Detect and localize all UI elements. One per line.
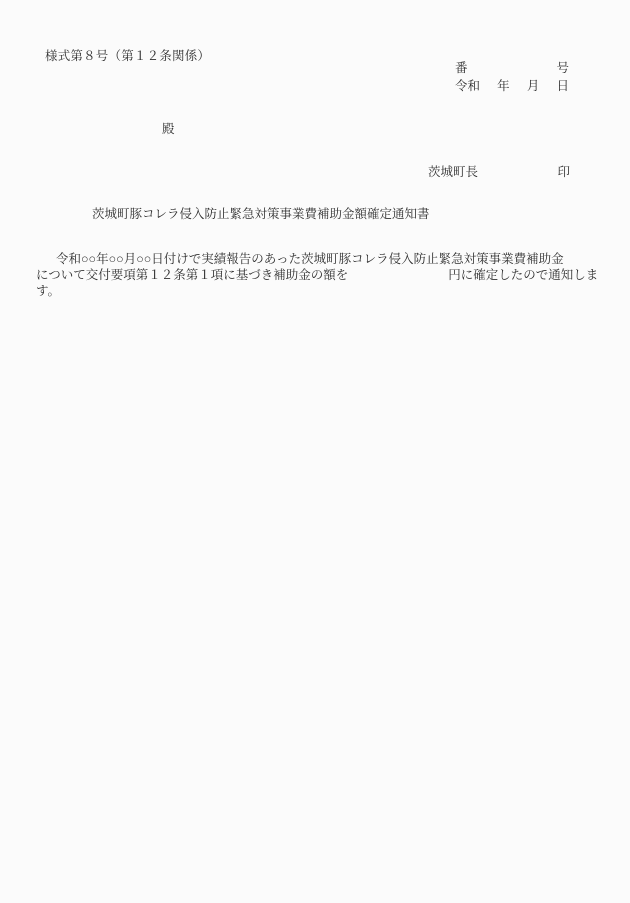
document-number-line <box>455 60 569 76</box>
seal-placeholder: 印 <box>557 165 570 179</box>
number-suffix-label: 号 <box>556 61 569 75</box>
year-suffix-label: 年 <box>497 79 510 93</box>
amount-blank <box>348 278 448 279</box>
date-line <box>455 78 569 94</box>
body-text-before-amount: について交付要項第１２条第１項に基づき補助金の額を <box>36 268 349 282</box>
body-paragraph-line-3: す。 <box>36 284 61 298</box>
day-suffix-label: 日 <box>556 79 569 93</box>
addressee-honorific: 殿 <box>162 122 175 136</box>
body-paragraph-line-2 <box>36 267 598 283</box>
sender-line <box>428 164 570 180</box>
number-prefix-label: 番 <box>455 61 468 75</box>
document-title: 茨城町豚コレラ侵入防止緊急対策事業費補助金額確定通知書 <box>92 207 430 221</box>
sender-name: 茨城町長 <box>428 165 479 179</box>
body-text-after-amount: 円に確定したので通知しま <box>448 268 599 282</box>
month-suffix-label: 月 <box>526 79 540 93</box>
era-label: 令和 <box>455 79 481 93</box>
form-number-label: 様式第８号（第１２条関係） <box>45 49 211 63</box>
body-paragraph-line-1: 令和○○年○○月○○日付けで実績報告のあった茨城町豚コレラ侵入防止緊急対策事業費補助金 <box>56 252 564 266</box>
